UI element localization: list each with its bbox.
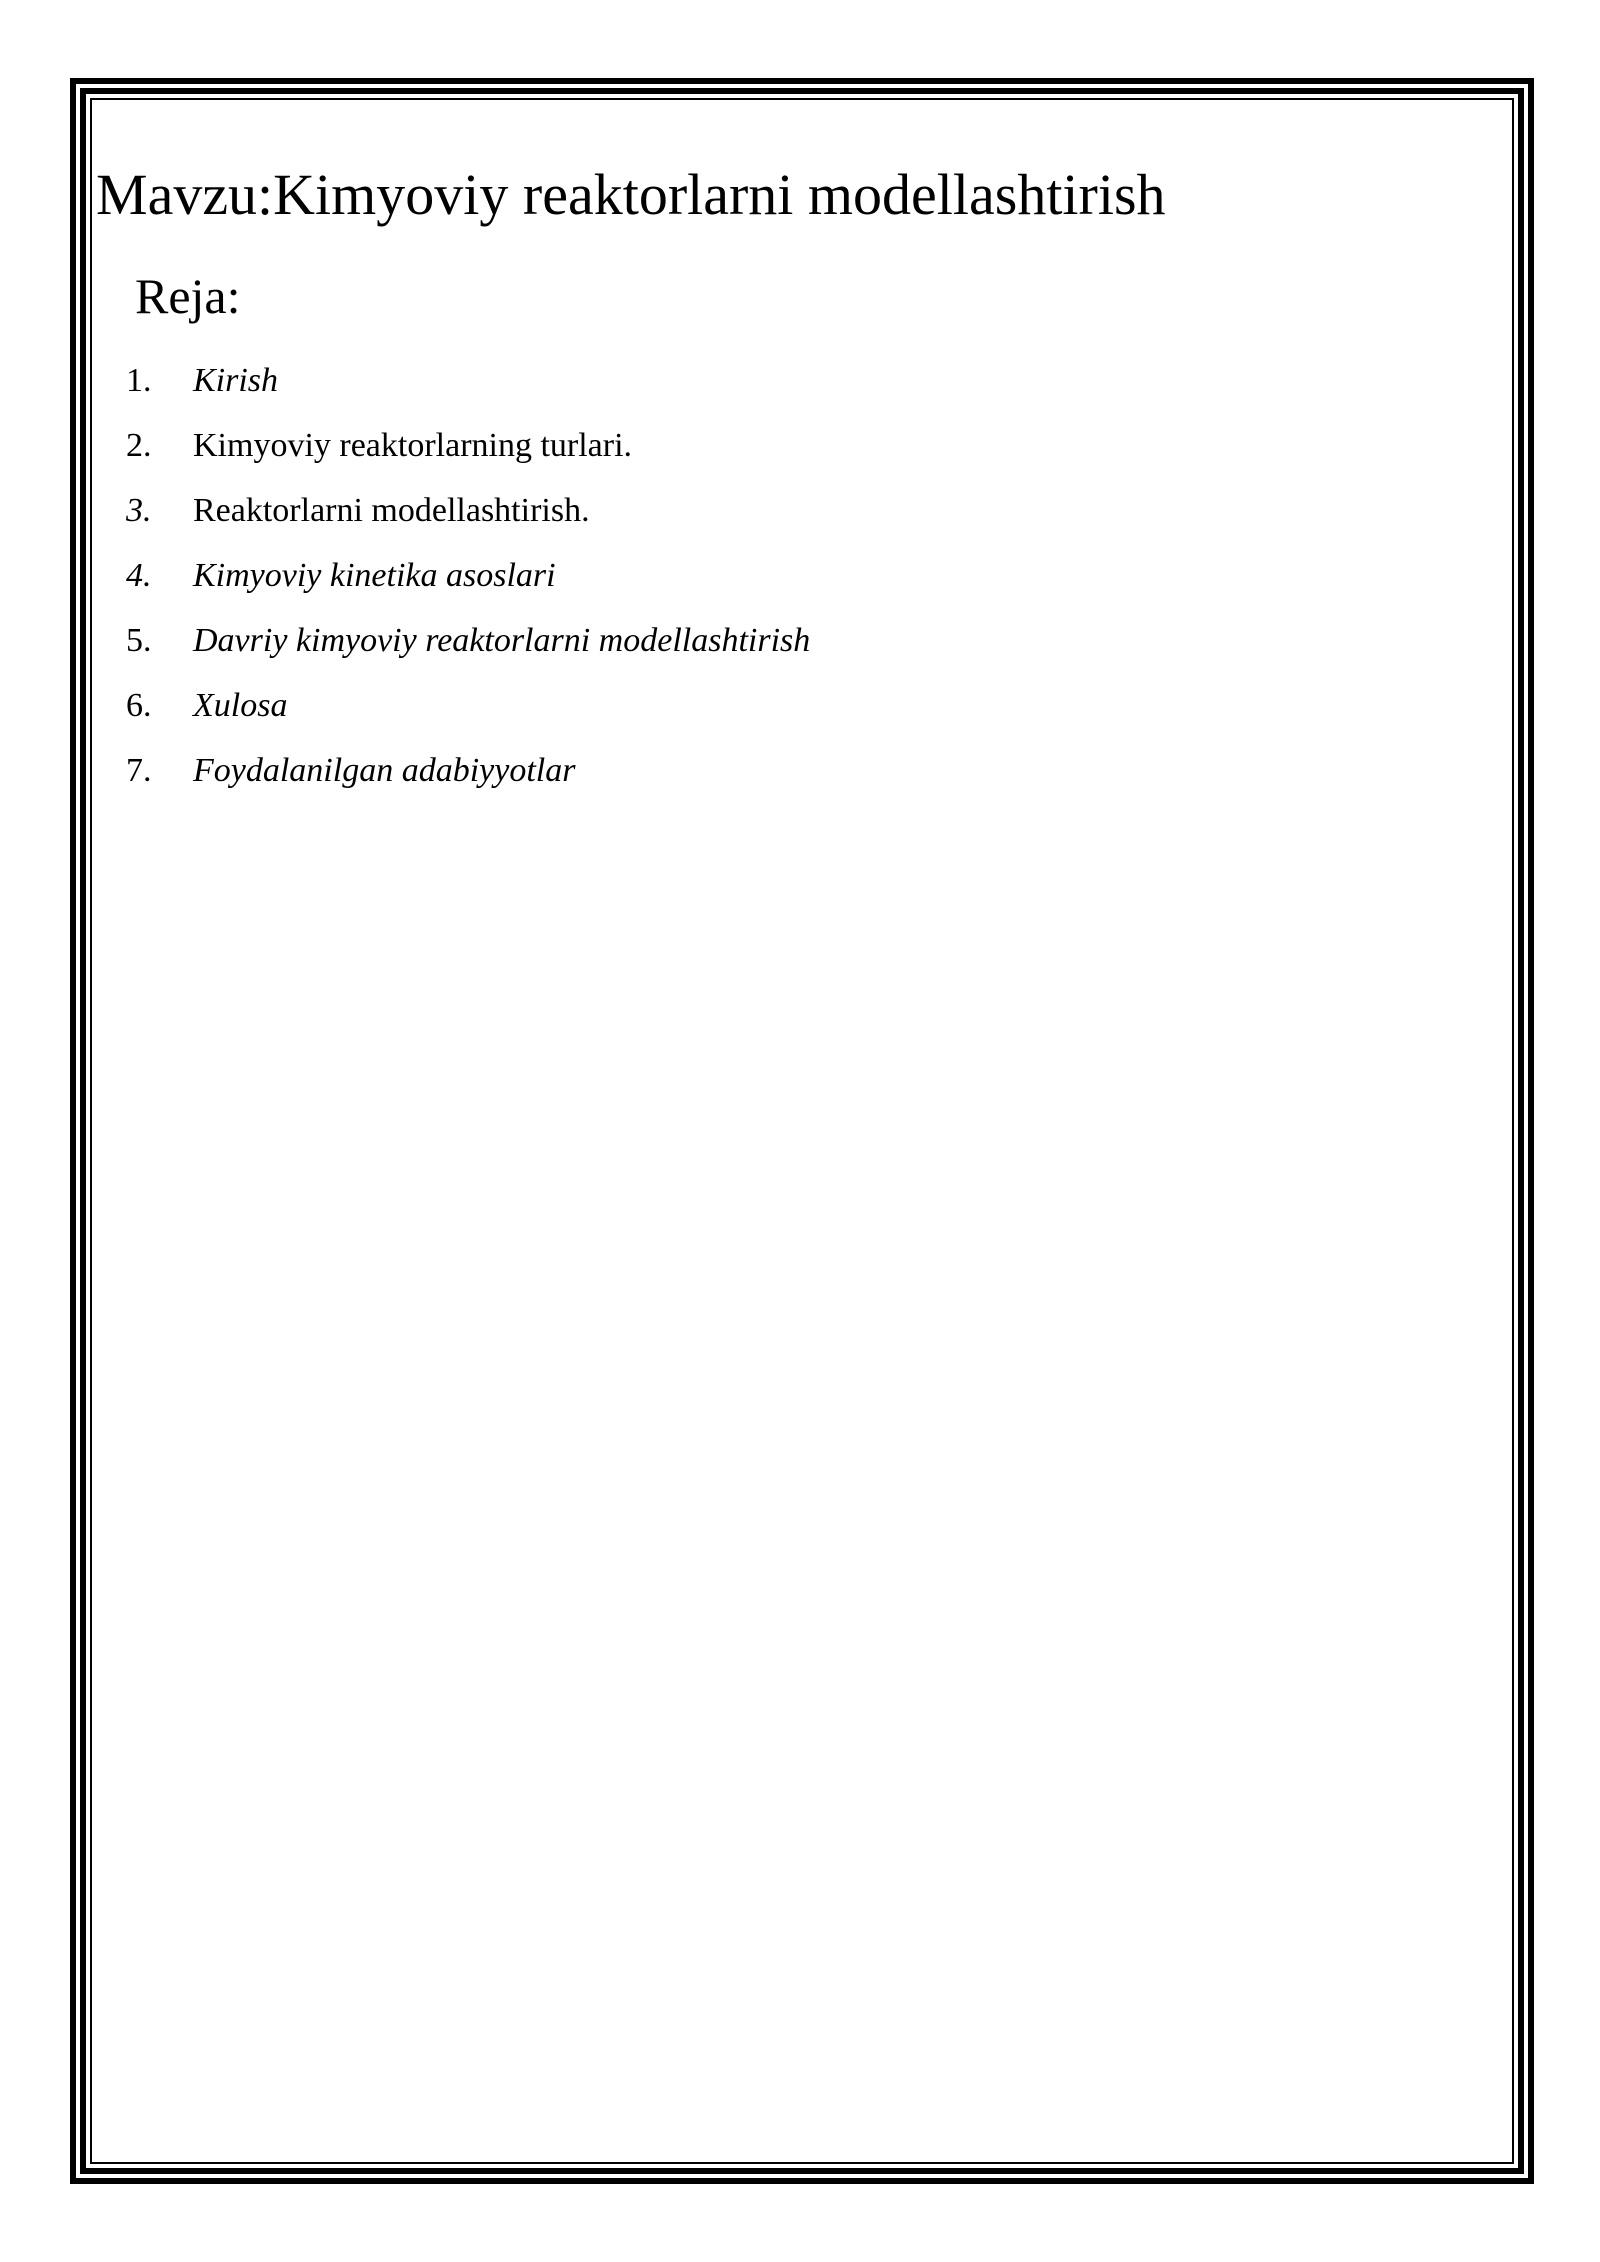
page-title: Mavzu:Kimyoviy reaktorlarni modellashtirish: [96, 162, 1166, 227]
list-item-number: 3.: [126, 492, 152, 529]
list-item-number: 4.: [126, 557, 152, 594]
list-item-number: 1.: [126, 362, 152, 399]
list-item: [126, 744, 810, 809]
list-item-number: 5.: [126, 622, 152, 659]
list-item-number: 2.: [126, 427, 152, 464]
list-item-number: 6.: [126, 687, 152, 724]
list-item-text: Davriy kimyoviy reaktorlarni modellashtirish: [193, 622, 811, 659]
list-item-text: Kirish: [193, 362, 279, 399]
list-item-text: Kimyoviy kinetika asoslari: [193, 557, 556, 594]
list-item: [126, 484, 810, 549]
list-item-text: Kimyoviy reaktorlarning turlari.: [193, 427, 633, 464]
list-item: [126, 679, 810, 744]
list-item: [126, 354, 810, 419]
list-item-text: Xulosa: [193, 687, 288, 724]
list-item-text: Reaktorlarni modellashtirish.: [193, 492, 590, 529]
list-item-text: Foydalanilgan adabiyyotlar: [193, 752, 576, 789]
list-item-number: 7.: [126, 752, 152, 789]
list-item: [126, 614, 810, 679]
plan-list: [126, 354, 810, 809]
list-item: [126, 419, 810, 484]
list-item: [126, 549, 810, 614]
plan-heading: Reja:: [135, 268, 241, 324]
